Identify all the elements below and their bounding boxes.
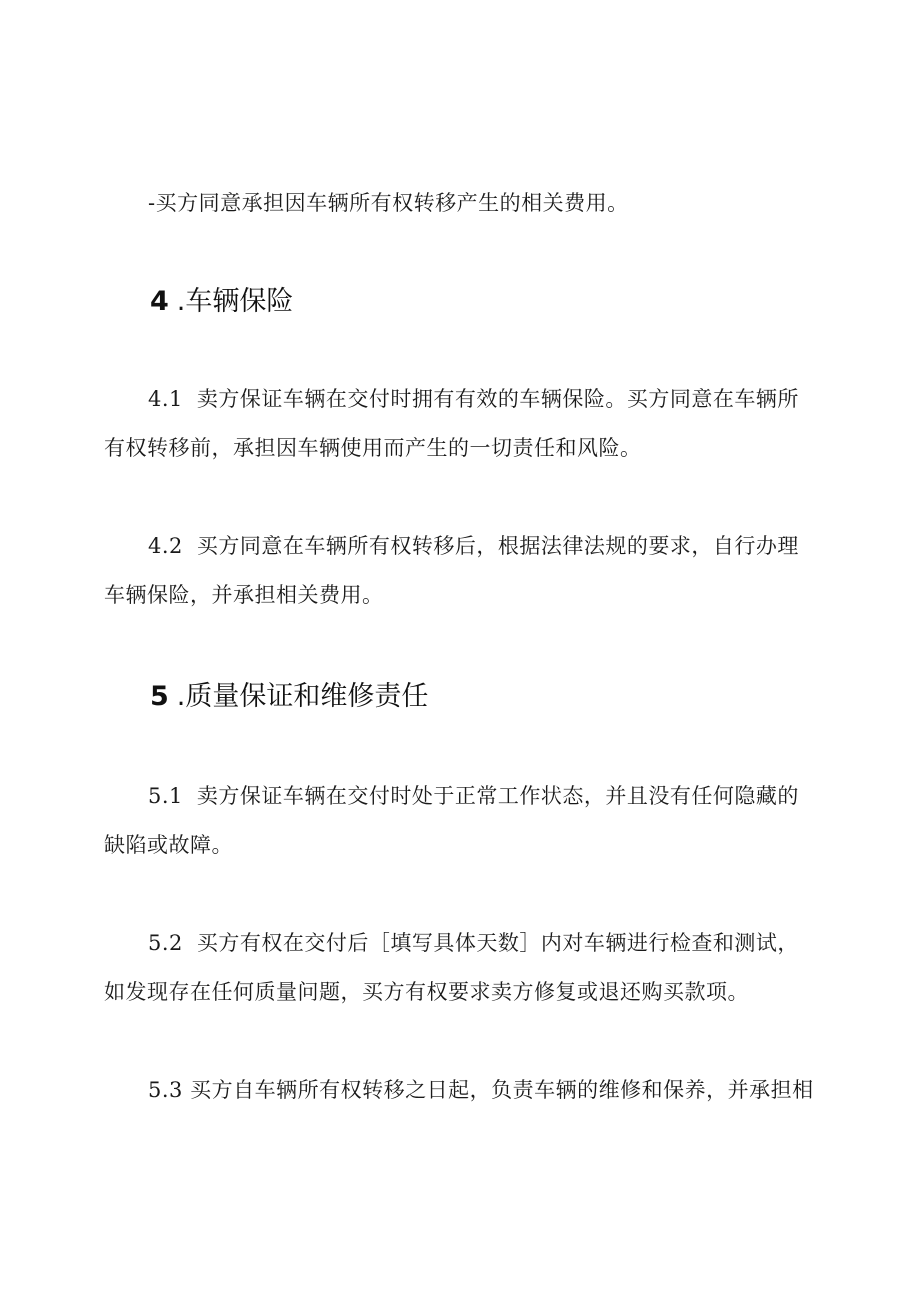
clause-4-2-line-2: 车辆保险，并承担相关费用。 — [104, 583, 384, 607]
clause-5-2-line-1 — [148, 928, 799, 958]
clause-number: 5.2 — [148, 931, 183, 955]
section-heading-5 — [150, 679, 428, 715]
intro-line: -买方同意承担因车辆所有权转移产生的相关费用。 — [148, 191, 629, 215]
clause-4-2-line-1 — [148, 531, 799, 561]
section-number: 5 — [150, 681, 169, 712]
clause-number: 4.1 — [148, 387, 183, 411]
clause-4-1-line-2: 有权转移前，承担因车辆使用而产生的一切责任和风险。 — [104, 436, 642, 460]
clause-5-2-line-2: 如发现存在任何质量问题，买方有权要求卖方修复或退还购买款项。 — [104, 980, 749, 1004]
clause-5-1-line-1 — [148, 781, 799, 811]
clause-text: 卖方保证车辆在交付时处于正常工作状态，并且没有任何隐藏的 — [196, 784, 799, 808]
clause-5-1-line-2: 缺陷或故障。 — [104, 833, 233, 857]
section-heading-4 — [150, 284, 293, 320]
clause-text: 买方同意在车辆所有权转移后，根据法律法规的要求，自行办理 — [196, 534, 799, 558]
section-title: .质量保证和维修责任 — [176, 681, 429, 712]
clause-number: 4.2 — [148, 534, 183, 558]
clause-number: 5.1 — [148, 784, 183, 808]
clause-5-3-line-1 — [148, 1075, 814, 1105]
section-number: 4 — [150, 286, 169, 317]
clause-text: 买方有权在交付后［填写具体天数］内对车辆进行检查和测试， — [196, 931, 799, 955]
section-title: .车辆保险 — [176, 286, 294, 317]
clause-text: 卖方保证车辆在交付时拥有有效的车辆保险。买方同意在车辆所 — [196, 387, 799, 411]
clause-4-1-line-1 — [148, 384, 799, 414]
clause-number: 5.3 — [148, 1078, 183, 1102]
clause-text: 买方自车辆所有权转移之日起，负责车辆的维修和保养，并承担相 — [190, 1078, 814, 1102]
